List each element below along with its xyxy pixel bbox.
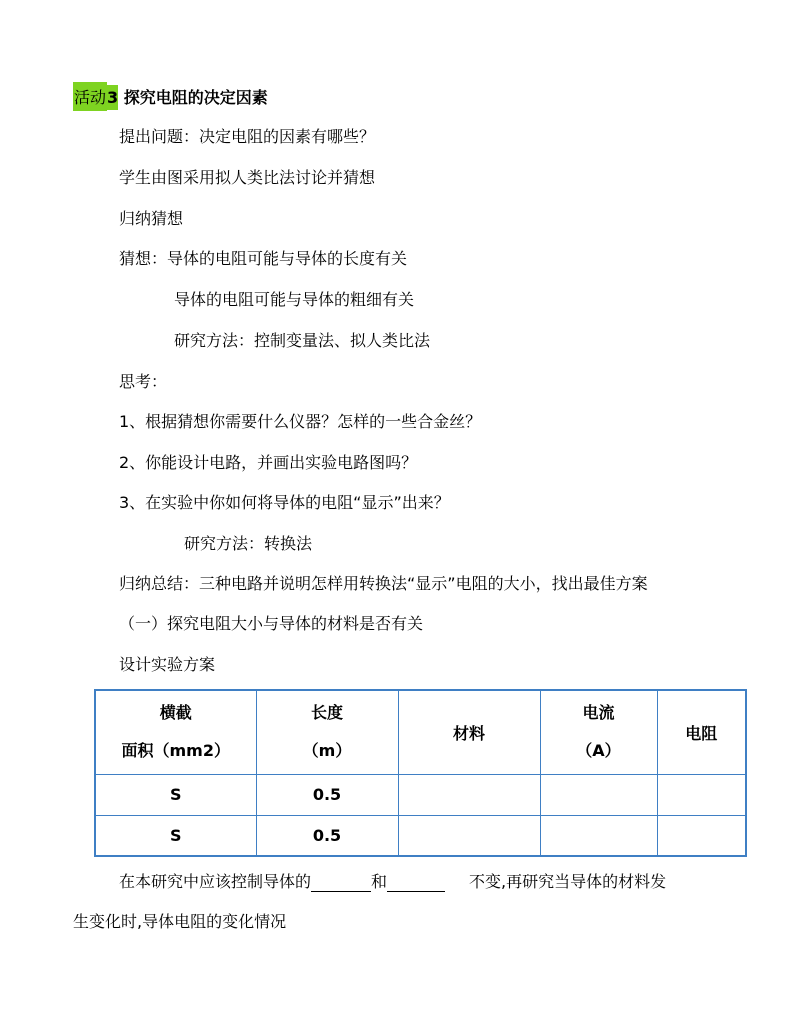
- cell-resistance[interactable]: [657, 774, 746, 815]
- activity-label: 活动: [73, 82, 107, 111]
- header-material: 材料: [398, 690, 540, 774]
- cell-material[interactable]: [398, 774, 540, 815]
- discussion-line: 学生由图采用拟人类比法讨论并猜想: [119, 168, 376, 187]
- cell-resistance[interactable]: [657, 815, 746, 856]
- cell-area: S: [95, 774, 256, 815]
- method1-line: 研究方法：控制变量法、拟人类比法: [174, 331, 431, 350]
- design-line: 设计实验方案: [119, 655, 216, 674]
- header-length-bottom: （m）: [302, 741, 352, 761]
- summary-line: 归纳总结：三种电路并说明怎样用转换法“显示”电阻的大小，找出最佳方案: [119, 574, 648, 593]
- header-area: [95, 690, 256, 774]
- cell-material[interactable]: [398, 815, 540, 856]
- activity-title: 探究电阻的决定因素: [123, 88, 268, 107]
- header-current-top: 电流: [582, 703, 615, 723]
- fill-in-part-a: 在本研究中应该控制导体的: [119, 872, 312, 891]
- part1-line: （一）探究电阻大小与导体的材料是否有关: [119, 614, 424, 633]
- table-row: [95, 774, 746, 815]
- cell-length: 0.5: [256, 774, 398, 815]
- header-current: [540, 690, 657, 774]
- guess2-line: 导体的电阻可能与导体的粗细有关: [174, 290, 415, 309]
- question2-line: 2、你能设计电路，并画出实验电路图吗？: [119, 453, 418, 472]
- header-length: [256, 690, 398, 774]
- header-resistance: 电阻: [657, 690, 746, 774]
- header-area-bottom: 面积（mm2）: [121, 741, 230, 761]
- header-current-bottom: （A）: [576, 741, 621, 761]
- table-row: [95, 815, 746, 856]
- question3-line: 3、在实验中你如何将导体的电阻“显示”出来？: [119, 493, 450, 512]
- think-line: 思考：: [119, 372, 168, 391]
- cell-area: S: [95, 815, 256, 856]
- guess1-line: 猜想：导体的电阻可能与导体的长度有关: [119, 249, 408, 268]
- experiment-table: [94, 689, 747, 857]
- fill-in-part-b: 和: [371, 872, 388, 891]
- cell-current[interactable]: [540, 774, 657, 815]
- question1-line: 1、根据猜想你需要什么仪器？怎样的一些合金丝？: [119, 412, 482, 431]
- question-line: 提出问题：决定电阻的因素有哪些？: [119, 127, 376, 146]
- fill-in-blank-2[interactable]: [387, 875, 445, 892]
- cell-current[interactable]: [540, 815, 657, 856]
- fill-in-part-c: 不变,再研究当导体的材料发: [469, 872, 667, 891]
- fill-in-sentence-continued: 生变化时,导体电阻的变化情况: [73, 912, 287, 931]
- fill-in-sentence: [119, 869, 666, 892]
- header-area-top: 横截: [159, 703, 192, 723]
- induction-line: 归纳猜想: [119, 209, 184, 228]
- method2-line: 研究方法：转换法: [184, 534, 313, 553]
- fill-in-blank-1[interactable]: [311, 875, 371, 892]
- activity-number: 3: [107, 85, 118, 110]
- header-length-top: 长度: [310, 703, 343, 723]
- cell-length: 0.5: [256, 815, 398, 856]
- activity-heading: [73, 82, 268, 112]
- table-header-row: [95, 690, 746, 774]
